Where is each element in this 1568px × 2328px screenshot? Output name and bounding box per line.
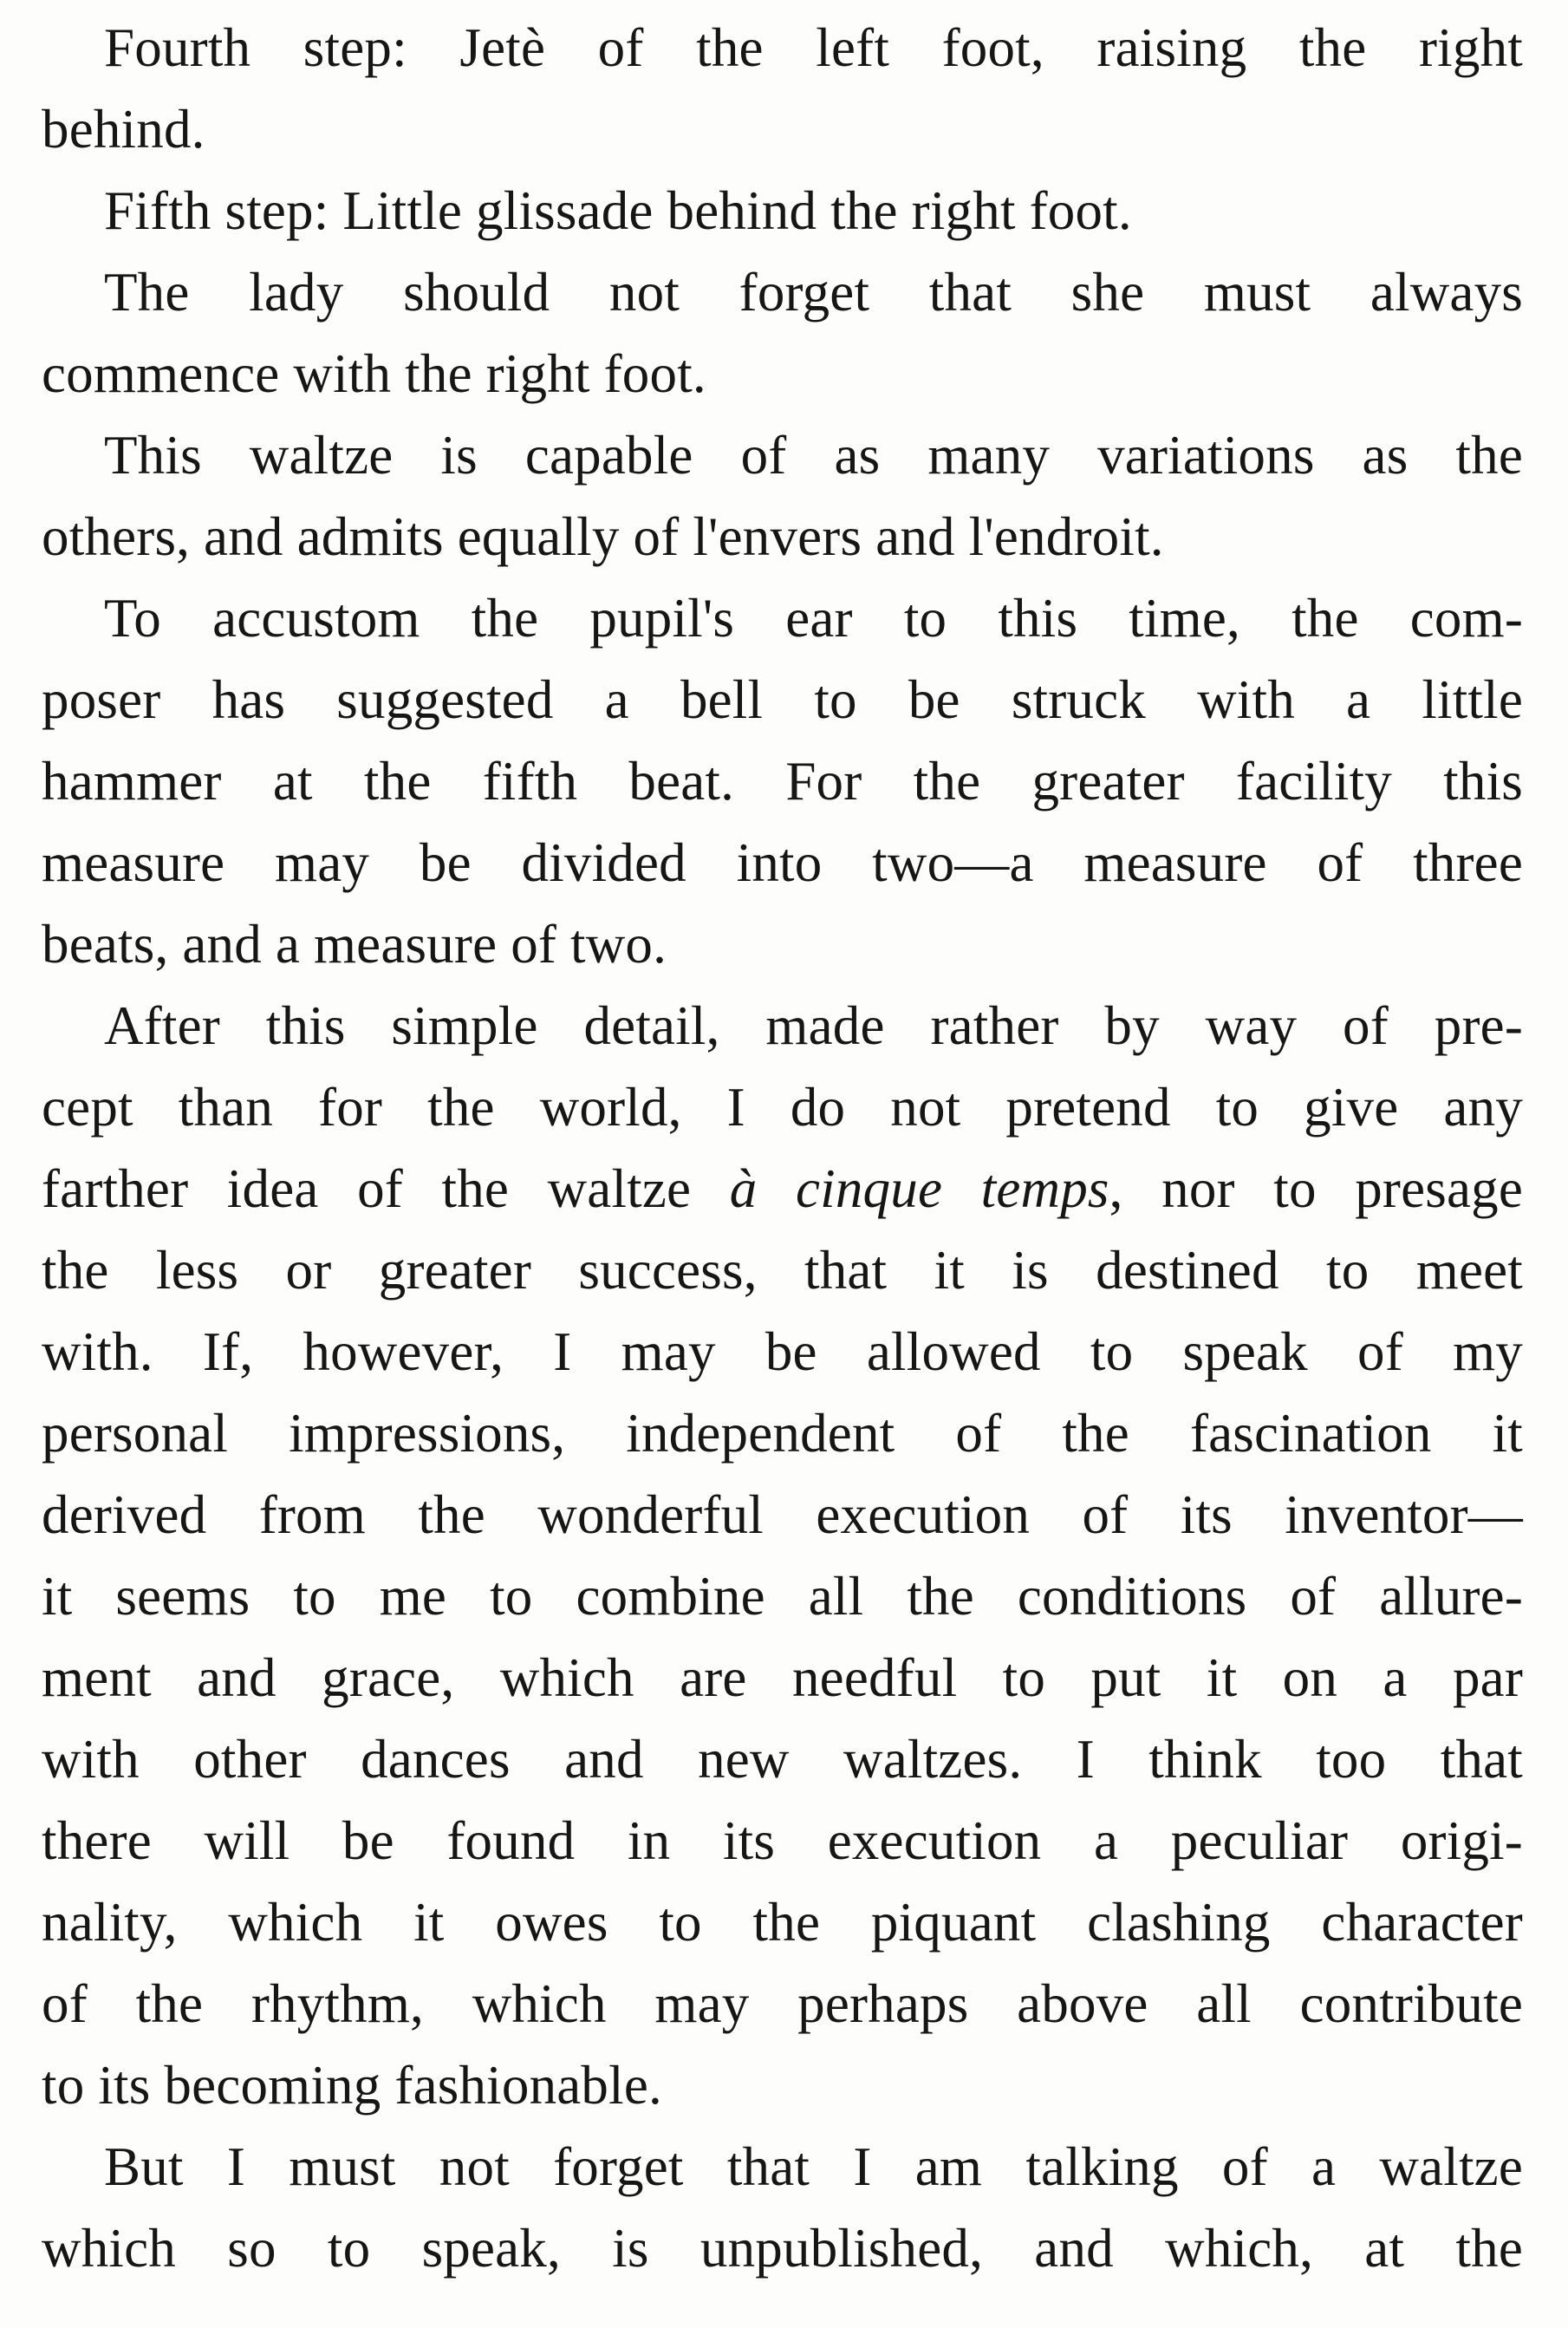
text-line: personal impressions, independent of the fascination it bbox=[42, 1403, 1523, 1464]
text-line: Fourth step: Jetè of the left foot, raising the right bbox=[104, 17, 1523, 78]
text-segment: , nor to presage bbox=[1109, 1158, 1523, 1219]
text-line: poser has suggested a bell to be struck with a little bbox=[42, 669, 1523, 730]
text-line: others, and admits equally of l'envers and l'endroit. bbox=[42, 506, 1164, 567]
text-line: This waltze is capable of as many variations as the bbox=[104, 425, 1523, 486]
text-line: measure may be divided into two—a measure of three bbox=[42, 832, 1523, 893]
text-line: with. If, however, I may be allowed to speak of my bbox=[42, 1321, 1523, 1382]
text-line: it seems to me to combine all the conditions of allure- bbox=[42, 1566, 1523, 1627]
text-line: ment and grace, which are needful to put it on a par bbox=[42, 1647, 1523, 1708]
text-line: of the rhythm, which may perhaps above all contribute bbox=[42, 1973, 1523, 2034]
text-line: hammer at the fifth beat. For the greater facility this bbox=[42, 751, 1523, 812]
text-line: Fifth step: Little glissade behind the right foot. bbox=[104, 180, 1132, 241]
text-line-with-italic bbox=[42, 1148, 1523, 1229]
italic-phrase: à cinque temps bbox=[729, 1158, 1109, 1219]
text-line: cept than for the world, I do not pretend to give any bbox=[42, 1077, 1523, 1138]
text-line: After this simple detail, made rather by way of pre- bbox=[104, 995, 1523, 1056]
text-line: the less or greater success, that it is destined to meet bbox=[42, 1240, 1523, 1301]
text-line: with other dances and new waltzes. I think too that bbox=[42, 1729, 1523, 1790]
text-line: To accustom the pupil's ear to this time, the com- bbox=[104, 588, 1523, 649]
text-line: beats, and a measure of two. bbox=[42, 914, 667, 975]
text-line: to its becoming fashionable. bbox=[42, 2055, 662, 2116]
text-line: which so to speak, is unpublished, and which, at the bbox=[42, 2218, 1523, 2279]
text-line: commence with the right foot. bbox=[42, 343, 706, 404]
paragraph-lady bbox=[42, 251, 1523, 414]
paragraph-unpublished bbox=[42, 2126, 1523, 2289]
paragraph-fourth-step bbox=[42, 7, 1523, 170]
text-line: The lady should not forget that she must always bbox=[104, 262, 1523, 323]
paragraph-variations bbox=[42, 414, 1523, 577]
paragraph-fifth-step bbox=[42, 170, 1523, 251]
text-segment: farther idea of the waltze bbox=[42, 1158, 692, 1219]
text-line: derived from the wonderful execution of its inventor— bbox=[42, 1484, 1523, 1545]
paragraph-simple-detail bbox=[42, 985, 1523, 2126]
text-line: But I must not forget that I am talking of a waltze bbox=[104, 2136, 1523, 2197]
text-line: behind. bbox=[42, 99, 205, 160]
text-line: nality, which it owes to the piquant clashing character bbox=[42, 1892, 1523, 1953]
paragraph-accustom bbox=[42, 577, 1523, 985]
text-line: there will be found in its execution a peculiar origi- bbox=[42, 1810, 1523, 1871]
